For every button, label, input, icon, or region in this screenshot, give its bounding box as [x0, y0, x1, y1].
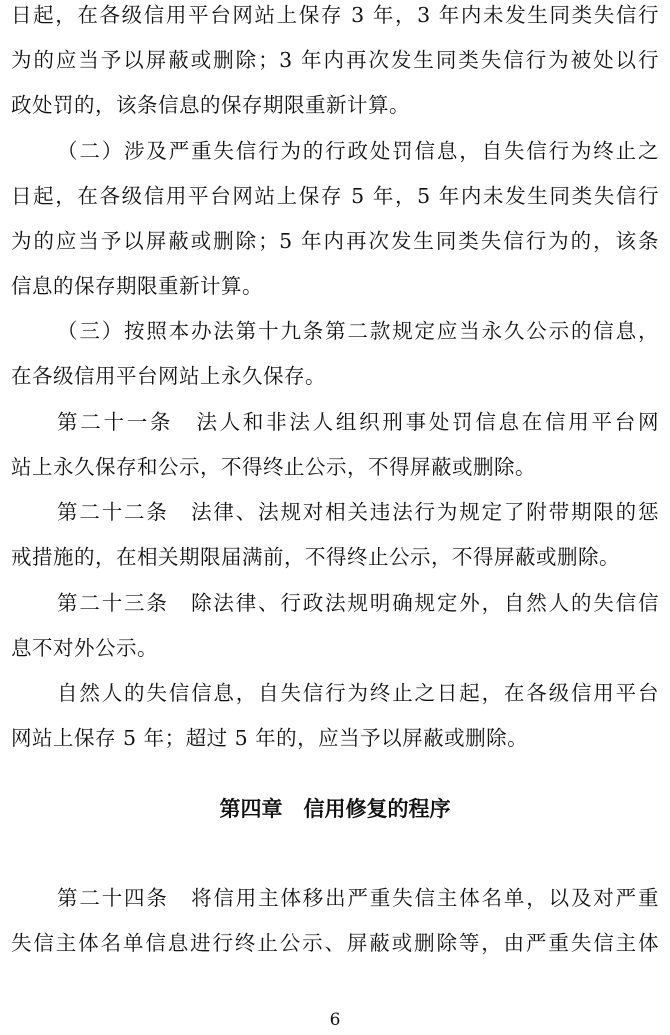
text-line: 戒措施的，在相关期限届满前，不得终止公示，不得屏蔽或删除。: [11, 545, 620, 569]
text-line: 日起，在各级信用平台网站上保存 5 年，5 年内未发生同类失信行: [11, 184, 659, 208]
text-line: （二）涉及严重失信行为的行政处罚信息，自失信行为终止之: [57, 139, 659, 163]
text-line: 自然人的失信信息，自失信行为终止之日起，在各级信用平台: [57, 681, 659, 705]
text-line: 第二十三条 除法律、行政法规明确规定外，自然人的失信信: [57, 591, 659, 615]
text-line: 站上永久保存和公示，不得终止公示，不得屏蔽或删除。: [11, 455, 536, 479]
text-line: 息不对外公示。: [11, 636, 158, 660]
text-line: 在各级信用平台网站上永久保存。: [11, 364, 326, 388]
text-line: 第二十二条 法律、法规对相关违法行为规定了附带期限的惩: [57, 500, 659, 524]
text-line: 政处罚的，该条信息的保存期限重新计算。: [11, 93, 410, 117]
text-line: 失信主体名单信息进行终止公示、屏蔽或删除等，由严重失信主体: [11, 931, 659, 955]
text-line: 日起，在各级信用平台网站上保存 3 年，3 年内未发生同类失信行: [11, 3, 659, 27]
text-line: （三）按照本办法第十九条第二款规定应当永久公示的信息，: [57, 319, 659, 343]
page-number: 6: [329, 1010, 341, 1030]
text-line: 信息的保存期限重新计算。: [11, 274, 263, 298]
text-line: 第二十四条 将信用主体移出严重失信主体名单，以及对严重: [57, 886, 659, 910]
chapter-heading: 第四章 信用修复的程序: [219, 797, 451, 821]
text-line: 网站上保存 5 年；超过 5 年的，应当予以屏蔽或删除。: [11, 726, 529, 750]
text-line: 第二十一条 法人和非法人组织刑事处罚信息在信用平台网: [57, 410, 659, 434]
text-line: 为的应当予以屏蔽或删除；3 年内再次发生同类失信行为被处以行: [11, 48, 659, 72]
text-line: 为的应当予以屏蔽或删除；5 年内再次发生同类失信行为的，该条: [11, 229, 659, 253]
